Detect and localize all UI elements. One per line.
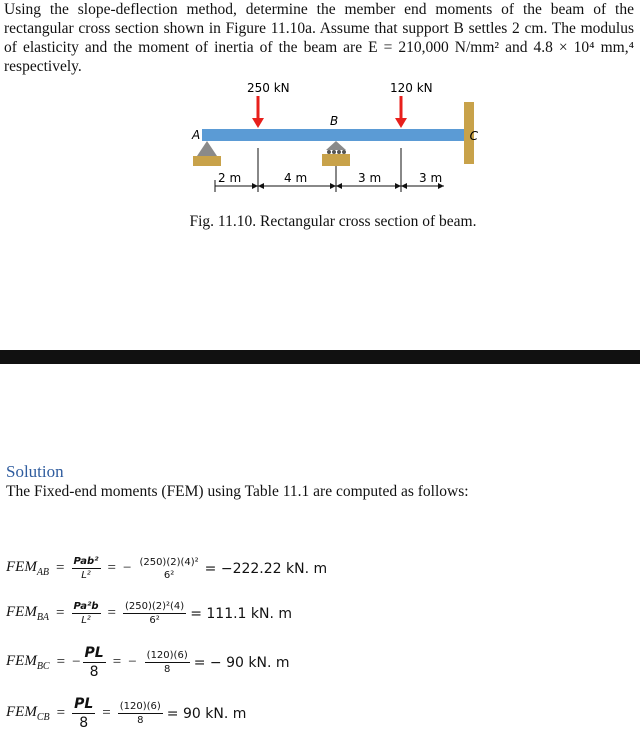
solution-intro: The Fixed-end moments (FEM) using Table 11.1 are computed as follows: (6, 483, 469, 500)
equation-lhs: $FEM_{BC}$ (6, 653, 50, 672)
solution-title: Solution (6, 462, 64, 481)
load-arrow-1 (252, 96, 264, 128)
numeric-fraction: $\frac{\text{(250)(2)²(4)}}{\text{6²}}$ (124, 601, 185, 626)
load-label-1: 250 kN (247, 81, 290, 95)
equals-sign: = (56, 605, 65, 621)
symbolic-fraction: $\frac{PL}{8}$ (84, 645, 104, 680)
equation-lhs: $FEM_{BA}$ (6, 604, 50, 623)
problem-statement (4, 0, 634, 76)
equals-sign: = (56, 654, 66, 670)
equation-fem-ab (6, 556, 327, 581)
dimension-label-4: 3 m (419, 171, 443, 185)
equation-fem-ba (6, 601, 292, 626)
equation-lhs: $FEM_{AB}$ (6, 559, 50, 578)
support-base-b (322, 154, 350, 166)
equation-result: = 90 kN. m (166, 705, 247, 722)
equation-fem-cb (6, 696, 246, 731)
equation-lhs: $FEM_{CB}$ (6, 704, 50, 723)
equation-result: = − 90 kN. m (193, 654, 290, 671)
dimension-label-2: 4 m (284, 171, 308, 185)
load-arrow-2 (395, 96, 407, 128)
equals-sign: = (56, 705, 66, 721)
equation-result: = 111.1 kN. m (190, 605, 293, 622)
support-base-a (193, 156, 221, 166)
beam-figure (180, 78, 480, 203)
problem-text: Using the slope-deflection method, determine the member end moments of the beam of the rectangular cross section shown in Figure 11.10a. Assume that support B settles 2 cm. The modulus of elasticity and the moment of inertia of the beam are E = 210,000 N/mm² and 4.8 × 10⁴ mm,⁴ respectively. (4, 1, 634, 75)
sign: − (128, 654, 137, 670)
roller-wheels-b (327, 150, 346, 154)
equation-result: = −222.22 kN. m (204, 560, 328, 577)
equals-sign: = (112, 654, 122, 670)
pin-support-a (197, 141, 217, 156)
sign: − (72, 654, 81, 670)
equals-sign: = (107, 605, 116, 621)
sign: − (122, 560, 132, 576)
roller-support-b (326, 141, 346, 150)
equals-sign: = (102, 705, 111, 721)
symbolic-fraction: $\frac{\text{Pa²b}}{\text{L²}}$ (73, 601, 99, 626)
symbolic-fraction: $\frac{PL}{8}$ (74, 696, 94, 731)
equation-fem-bc (6, 645, 289, 680)
symbolic-fraction: $\frac{\text{Pab²}}{\text{L²}}$ (73, 556, 99, 581)
load-label-2: 120 kN (390, 81, 433, 95)
equals-sign: = (107, 560, 116, 576)
equals-sign: = (56, 560, 65, 576)
numeric-fraction: $\frac{(120)(6)}{8}$ (146, 650, 188, 675)
section-divider (0, 350, 640, 364)
dimension-label-3: 3 m (358, 171, 382, 185)
figure-caption: Fig. 11.10. Rectangular cross section of beam. (189, 213, 477, 230)
numeric-fraction: (250)(2)(4)² 6² (139, 556, 199, 581)
numeric-fraction: $\frac{(120)(6)}{8}$ (119, 701, 161, 726)
beam (202, 129, 466, 141)
label-b: B (330, 114, 339, 128)
dimension-label-1: 2 m (218, 171, 242, 185)
label-c: C (469, 129, 478, 143)
label-a: A (192, 128, 201, 142)
